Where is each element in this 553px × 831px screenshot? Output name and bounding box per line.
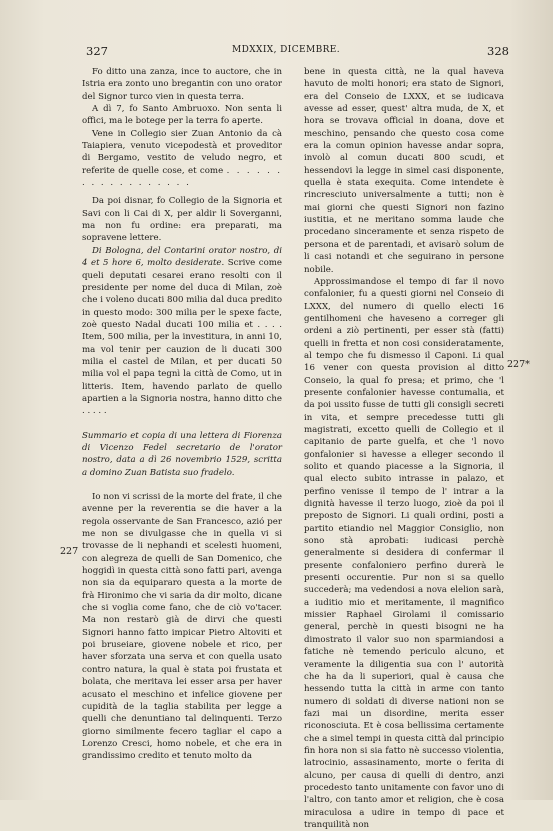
page-number-left: 327 xyxy=(86,44,108,58)
paragraph xyxy=(82,245,282,418)
left-column xyxy=(82,66,282,763)
right-column xyxy=(304,66,504,831)
letter-heading: Di Bologna, del Contarini orator nostro, di 4 et 5 hore 6, molto desiderate. xyxy=(82,245,282,269)
margin-note-left: 227 xyxy=(60,546,79,557)
ellipsis: . . . . . . . . . . . . . . . . . . xyxy=(82,165,283,189)
paragraph: Approssimandose el tempo di far il novo confalonier, fu a questi giorni nel Conseio di LXXX, del numero di quello electi 16 gentilhomeni che haveseno a correger gli ordeni a ziò pertinenti, per esser stà (fatti) quelli in fretta et non cosi consideratamente, al tempo che fu dismesso il Caponi. Li qual 16 vener con questa provision al ditto Conseio, la qual fo presa; et primo, che 'l presente confalonier havesse contumalia, et da poi ussito fusse de tutti gli consigli secreti in vita, et sempre precedesse tutti gli magistrati, excetto quelli de Collegio et il capitanio de parte guelfa, et che 'l novo gonfalonier si havesse a elleger secondo il solito et quando piacesse a la Signoria, il qual electo subito intrasse in palazo, et perfino venisse il tempo de l' intrar a la dignità havesse il terzo luogo, zioè da poi il preposto de Signori. Li quali ordini, posti a partito etiandio nel Maggior Consiglio, non sono stà aprobati: iudicasi perchè generalmente si desidera di confermar il presente confaloniero perfino durerà le presenti occurentie. Pur non si sa quello succederà; ma vedendosi a nova elelion sarà, a iuditio mio et meritamente, il magnifico missier Raphael Girolami il comissario general, perchè in questi bisogni ne ha dimostrato il valor suo non sparmiandosi a fatiche nè temendo periculo alcuno, et veramente la diligentia sua con l' autorità che ha da li superiori, qual è causa che hessendo tutta la città in arme con tanto numero di soldati di diverse nationi non se fazi mai un disordine, merita esser riconosciuta. Et è cosa bellissima certamente che a simel tempi in questa città dal principio fin hora non si sia fatto nè successo violentia, latrocinio, assasinamento, morte o ferita di alcuno, per causa di quelli di dentro, anzi procedesto tanto unitamente con favor uno di l'altro, con tanto amor et religion, che è cosa miraculosa a udire in tempo di pace et tranquilità non xyxy=(304,276,504,830)
paragraph: bene in questa città, ne la qual haveva havuto de molti honori; era stato de Signori, era del Conseio de LXXX, et se iudicava avesse ad esser, quest' altra muda, de X, et hora se trovava official in doana, dove et meschino, pensando che questo cosa come era la comun opinion havesse andar sopra, involò al comun ducati 800 scudi, et hessendovi la legge in simel casi disponente, quella è stata exequita. Come intendete è rincresciuto universalmente a tutti; non è mai giorni che questi Signori non fazino iustitia, et ne meritano somma laude che procedano sinceramente et senza rispeto de persona et de parentadi, et avisarò solum de li casi notandi et che seguirano in persone nobile. xyxy=(304,67,504,275)
spacer xyxy=(82,479,282,491)
margin-note-right: 227* xyxy=(507,359,530,370)
paragraph-text: Vene in Collegio sier Zuan Antonio da cà Taiapiera, venuto vicepodestà et proveditor di Bergamo, vestito de veludo negro, et referite de quelle cose, et come xyxy=(82,128,282,176)
running-title: MDXXIX, DICEMBRE. xyxy=(232,45,340,55)
paragraph: Da poi disnar, fo Collegio de la Signoria et Savi con li Cai di X, per aldir li Soverganni, ma non fu ordine: era preparati, ma sopravene lettere. xyxy=(82,196,282,244)
paragraph xyxy=(82,128,282,190)
spacer xyxy=(82,418,282,430)
paragraph: A dì 7, fo Santo Ambruoxo. Non senta li offici, ma le botege per la terra fo aperte. xyxy=(82,104,282,127)
page-number-right: 328 xyxy=(487,44,509,58)
section-title: Summario et copia di una lettera di Fiorenza di Vicenzo Fedel secretario de l'orator nostro, data a dì 26 novembrio 1529, scritta a domino Zuan Batista suo fradelo. xyxy=(82,430,282,478)
paragraph: Io non vi scrissi de la morte del frate, il che avenne per la reverentia se die haver a la regola osservante de San Francesco, azió per me non se divulgasse che in quella vi si trovasse de li nephandi et scelesti huomeni, con alegreza de quelli de San Domenico, che hoggidì in questa città sono fatti pari, avenga non sia da equipararo questa a la morte de frà Hironimo che vi saria da dir molto, dicane che si voglia come fano, che de ciò vo'tacer. Ma non restarò già de dirvi che questi Signori hanno fatto impicar Pietro Altoviti et poi bruseiare, giovene nobele et rico, per haver sforzata una serva et con quella usato contro natura, la qual è stata poi frustata et bolata, che meritava lei esser arsa per haver acusato el meschino et infelice giovene per cupidità de la taglia stabilita per legge a quelli che denuntiano tal delinquenti. Terzo giorno similmente fecero tagliar el capo a Lorenzo Cresci, homo nobele, et che era in grandissimo credito et tenuto molto da xyxy=(82,492,282,762)
paragraph-text: Scrive come queli deputati cesarei erano resolti con il presidente per nome del duca di Milan, zoè che i voleno ducati 800 milia dal duca predito in questo modo: 300 milia per le spexe facte, zoè questo Nadal ducati 100 milia et . . . . Item, 500 milia, per la investitura, in anni 10, ma vol tenir per cauzion de li ducati 300 milia el castel de Milan, et per ducati 50 milia vol el papa tegnì la città de Como, ut in litteris. Item, havendo parlato de quello apartien a la Signoria nostra, hanno ditto che . . . . . xyxy=(82,258,283,417)
paragraph: Fo ditto una zanza, ince to auctore, che in Istria era zonto uno bregantin con uno orator del Signor turco vien in questa terra. xyxy=(82,67,282,102)
page-header xyxy=(0,44,553,62)
